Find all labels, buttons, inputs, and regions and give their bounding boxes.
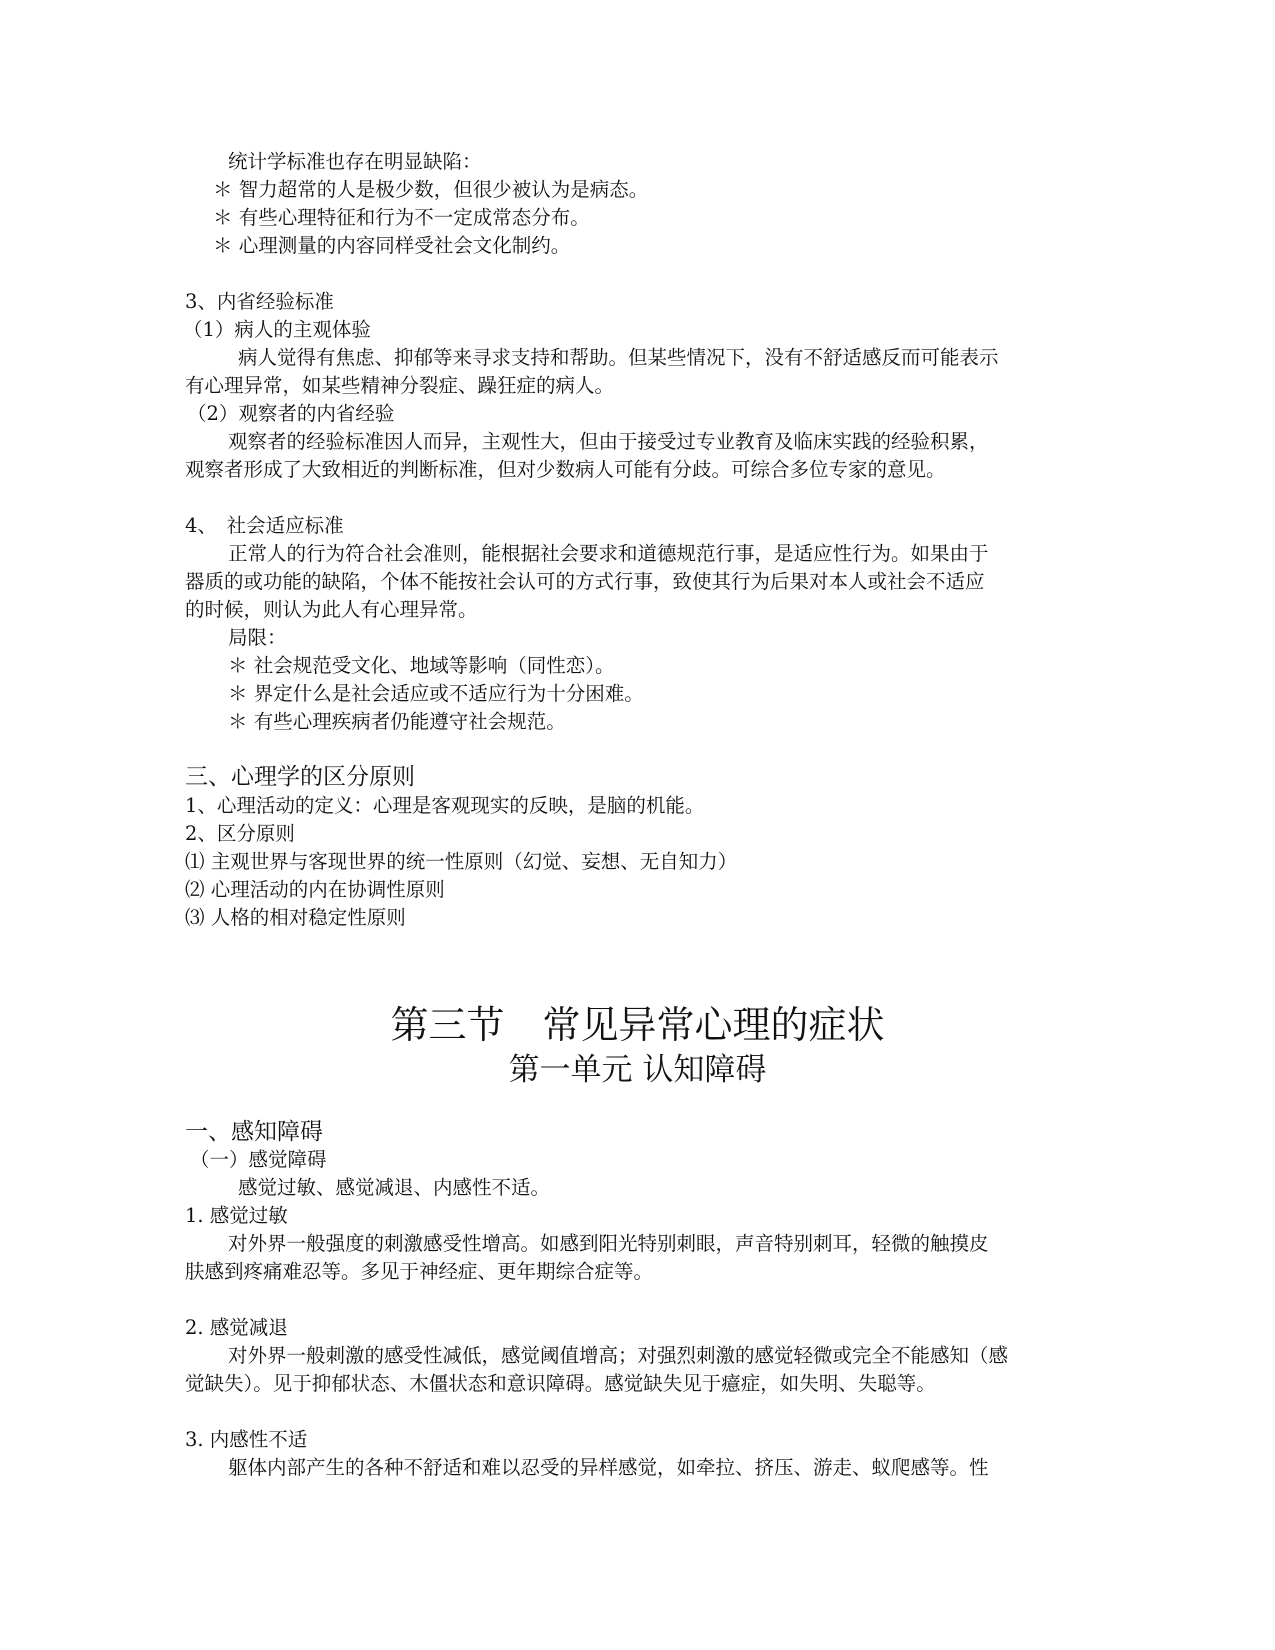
paragraph-line: 的时候，则认为此人有心理异常。 xyxy=(185,598,478,621)
paragraph-line: 观察者形成了大致相近的判断标准，但对少数病人可能有分歧。可综合多位专家的意见。 xyxy=(185,458,946,481)
paragraph-line: 对外界一般刺激的感受性减低，感觉阈值增高；对强烈刺激的感觉轻微或完全不能感知（感 xyxy=(228,1344,1009,1367)
item-heading: 1. 感觉过敏 xyxy=(185,1204,288,1227)
item-heading: 2. 感觉减退 xyxy=(185,1316,288,1339)
subsection-heading: （一）感觉障碍 xyxy=(190,1148,327,1171)
text-line: 局限： xyxy=(228,626,287,649)
list-item: ⑴ 主观世界与客现世界的统一性原则（幻觉、妄想、无自知力） xyxy=(185,850,738,873)
paragraph-line: 觉缺失）。见于抑郁状态、木僵状态和意识障碍。感觉缺失见于癔症，如失明、失聪等。 xyxy=(185,1372,936,1395)
unit-title: 第一单元 认知障碍 xyxy=(508,1052,767,1088)
bullet-item: ＊ 社会规范受文化、地域等影响（同性恋）。 xyxy=(228,654,615,677)
paragraph-line: 肤感到疼痛难忍等。多见于神经症、更年期综合症等。 xyxy=(185,1260,654,1283)
paragraph-line: 对外界一般强度的刺激感受性增高。如感到阳光特别刺眼，声音特别刺耳，轻微的触摸皮 xyxy=(228,1232,989,1255)
list-item: ⑵ 心理活动的内在协调性原则 xyxy=(185,878,445,901)
item-heading: 3. 内感性不适 xyxy=(185,1428,308,1451)
paragraph-line: 正常人的行为符合社会准则，能根据社会要求和道德规范行事，是适应性行为。如果由于 xyxy=(228,542,989,565)
text-line: 1、心理活动的定义：心理是客观现实的反映，是脑的机能。 xyxy=(185,794,705,817)
bullet-item: ＊ 有些心理特征和行为不一定成常态分布。 xyxy=(213,206,590,229)
text-line: 2、区分原则 xyxy=(185,822,295,845)
bullet-item: ＊ 界定什么是社会适应或不适应行为十分困难。 xyxy=(228,682,644,705)
subsection-heading: （1）病人的主观体验 xyxy=(183,318,371,341)
paragraph-line: 有心理异常，如某些精神分裂症、躁狂症的病人。 xyxy=(185,374,615,397)
text-line: 感觉过敏、感觉减退、内感性不适。 xyxy=(238,1176,551,1199)
paragraph-line: 躯体内部产生的各种不舒适和难以忍受的异样感觉，如牵拉、挤压、游走、蚁爬感等。性 xyxy=(228,1456,989,1479)
paragraph-line: 器质的或功能的缺陷，个体不能按社会认可的方式行事，致使其行为后果对本人或社会不适应 xyxy=(185,570,985,593)
bullet-item: ＊ 心理测量的内容同样受社会文化制约。 xyxy=(213,234,571,257)
section-heading: 3、内省经验标准 xyxy=(185,290,334,313)
bullet-item: ＊ 有些心理疾病者仍能遵守社会规范。 xyxy=(228,710,566,733)
section-heading: 4、 社会适应标准 xyxy=(185,514,344,537)
chapter-heading: 一、感知障碍 xyxy=(185,1119,323,1145)
section-title: 第三节 常见异常心理的症状 xyxy=(390,1003,885,1047)
paragraph-line: 病人觉得有焦虑、抑郁等来寻求支持和帮助。但某些情况下，没有不舒适感反而可能表示 xyxy=(238,346,999,369)
subsection-heading: （2）观察者的内省经验 xyxy=(187,402,395,425)
paragraph-line: 观察者的经验标准因人而异，主观性大，但由于接受过专业教育及临床实践的经验积累， xyxy=(228,430,989,453)
chapter-heading: 三、心理学的区分原则 xyxy=(185,764,415,790)
bullet-item: ＊ 智力超常的人是极少数，但很少被认为是病态。 xyxy=(213,178,649,201)
list-item: ⑶ 人格的相对稳定性原则 xyxy=(185,906,406,929)
text-line: 统计学标准也存在明显缺陷： xyxy=(228,150,482,173)
